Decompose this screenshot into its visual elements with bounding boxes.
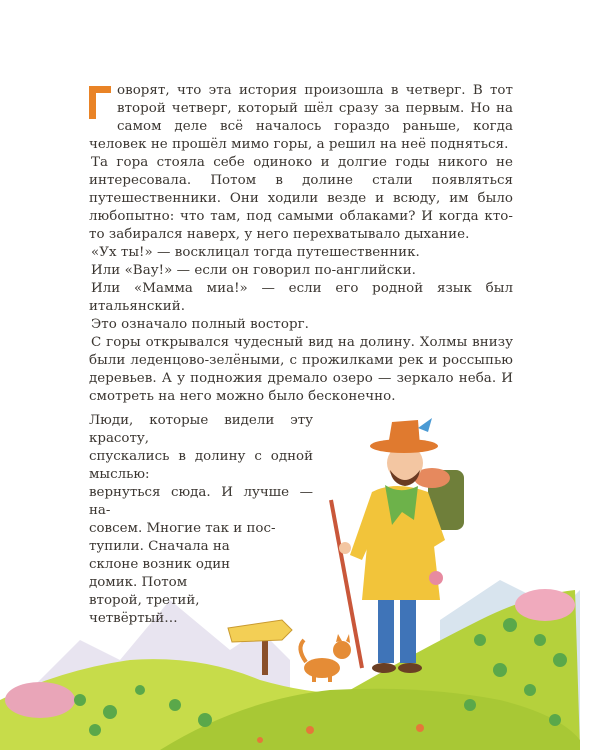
text-line: четвёртый…: [89, 611, 178, 626]
paragraph-8: [89, 412, 313, 628]
text-line: склоне возник один: [89, 557, 231, 572]
paragraph-2: Та гора стояла себе одиноко и долгие годы никого не интересовала. Потом в долине стали появляться путешественники. Они ходили везде и всюду, им было любопытно: что там, под самыми облаками? И когда кто-то забирался наверх, у него перехватывало дыхание.: [89, 155, 513, 242]
pink-hill: [515, 589, 575, 621]
cat: [300, 634, 351, 682]
paragraph-4: Или «Вау!» — если он говорил по-английски.: [91, 263, 416, 278]
story-text: [89, 82, 513, 406]
paragraph-3: «Ух ты!» — восклицал тогда путешественник.: [91, 245, 420, 260]
pink-hill: [5, 682, 75, 718]
text-line: второй, третий,: [89, 593, 200, 608]
text-line: тупили. Сначала на: [89, 539, 230, 554]
text-line: Люди, которые видели эту красоту,: [89, 413, 313, 446]
text-line: домик. Потом: [89, 575, 188, 590]
paragraph-5: Или «Мамма миа!» — если его родной язык был итальянский.: [89, 281, 513, 314]
paragraph-6: Это означало полный восторг.: [91, 317, 309, 332]
paragraph-7: С горы открывался чудесный вид на долину. Холмы внизу были леденцово-зелёными, с прожилками рек и россыпью деревьев. А у подножия дремало озеро — зеркало неба. И смотреть на него можно было бесконечно.: [89, 335, 513, 404]
text-line: спускались в долину с одной мыслью:: [89, 449, 313, 482]
dropcap-g: [89, 86, 111, 119]
paragraph-1: оворят, что эта история произошла в четверг. В тот второй четверг, который шёл сразу за первым. Но на самом деле всё началось гораздо раньше, когда человек не прошёл мимо горы, а решил на неё подняться.: [89, 83, 513, 152]
text-line: совсем. Многие так и пос-: [89, 521, 276, 536]
text-line: вернуться сюда. И лучше — на-: [89, 485, 313, 518]
